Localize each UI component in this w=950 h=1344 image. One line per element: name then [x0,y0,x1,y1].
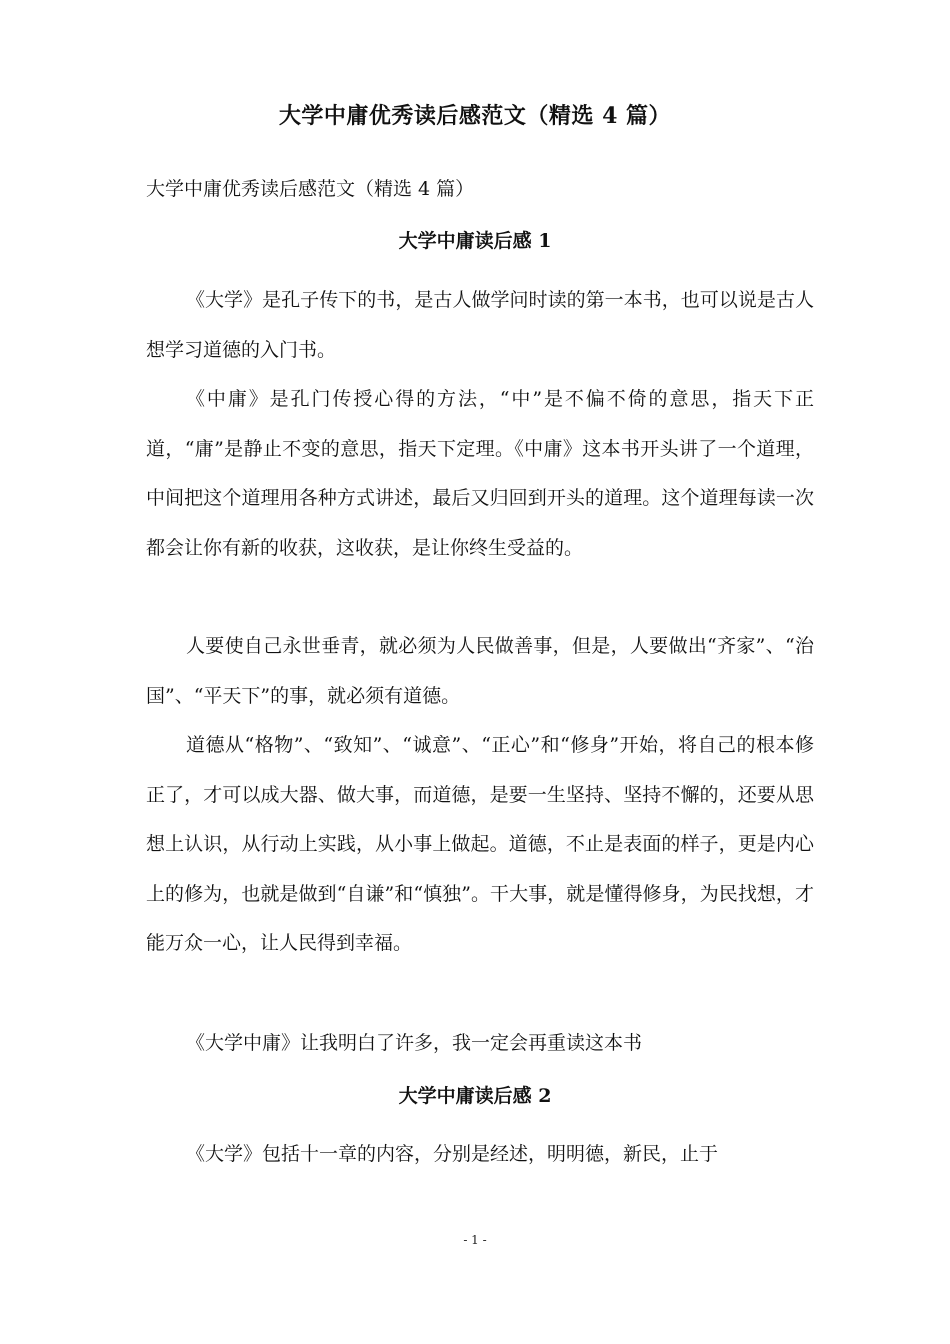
section-heading-2: 大学中庸读后感 2 [398,1085,552,1107]
paragraph: 《大学》是孔子传下的书，是古人做学问时读的第一本书，也可以说是古人想学习道德的入门书。 [146,289,814,361]
paragraph: 《中庸》是孔门传授心得的方法，“中”是不偏不倚的意思，指天下正道，“庸”是静止不变的意思，指天下定理。《中庸》这本书开头讲了一个道理，中间把这个道理用各种方式讲述，最后又归回到开头的道理。这个道理每读一次都会让你有新的收获，这收获，是让你终生受益的。 [146,388,814,559]
section-heading-1: 大学中庸读后感 1 [398,230,552,252]
paragraph: 人要使自己永世垂青，就必须为人民做善事，但是，人要做出“齐家”、“治国”、“平天下”的事，就必须有道德。 [146,635,814,707]
document-title: 大学中庸优秀读后感范文（精选 4 篇） [278,103,672,129]
paragraph: 《大学》包括十一章的内容，分别是经述，明明德，新民，止于 [186,1143,719,1165]
document-subtitle: 大学中庸优秀读后感范文（精选 4 篇） [146,178,475,200]
paragraph: 《大学中庸》让我明白了许多，我一定会再重读这本书 [186,1032,643,1054]
page-number: - 1 - [463,1233,487,1247]
paragraph: 道德从“格物”、“致知”、“诚意”、“正心”和“修身”开始，将自己的根本修正了，才可以成大器、做大事，而道德，是要一生坚持、坚持不懈的，还要从思想上认识，从行动上实践，从小事上做起。道德，不止是表面的样子，更是内心上的修为，也就是做到“自谦”和“慎独”。干大事，就是懂得修身，为民找想，才能万众一心，让人民得到幸福。 [146,734,814,954]
